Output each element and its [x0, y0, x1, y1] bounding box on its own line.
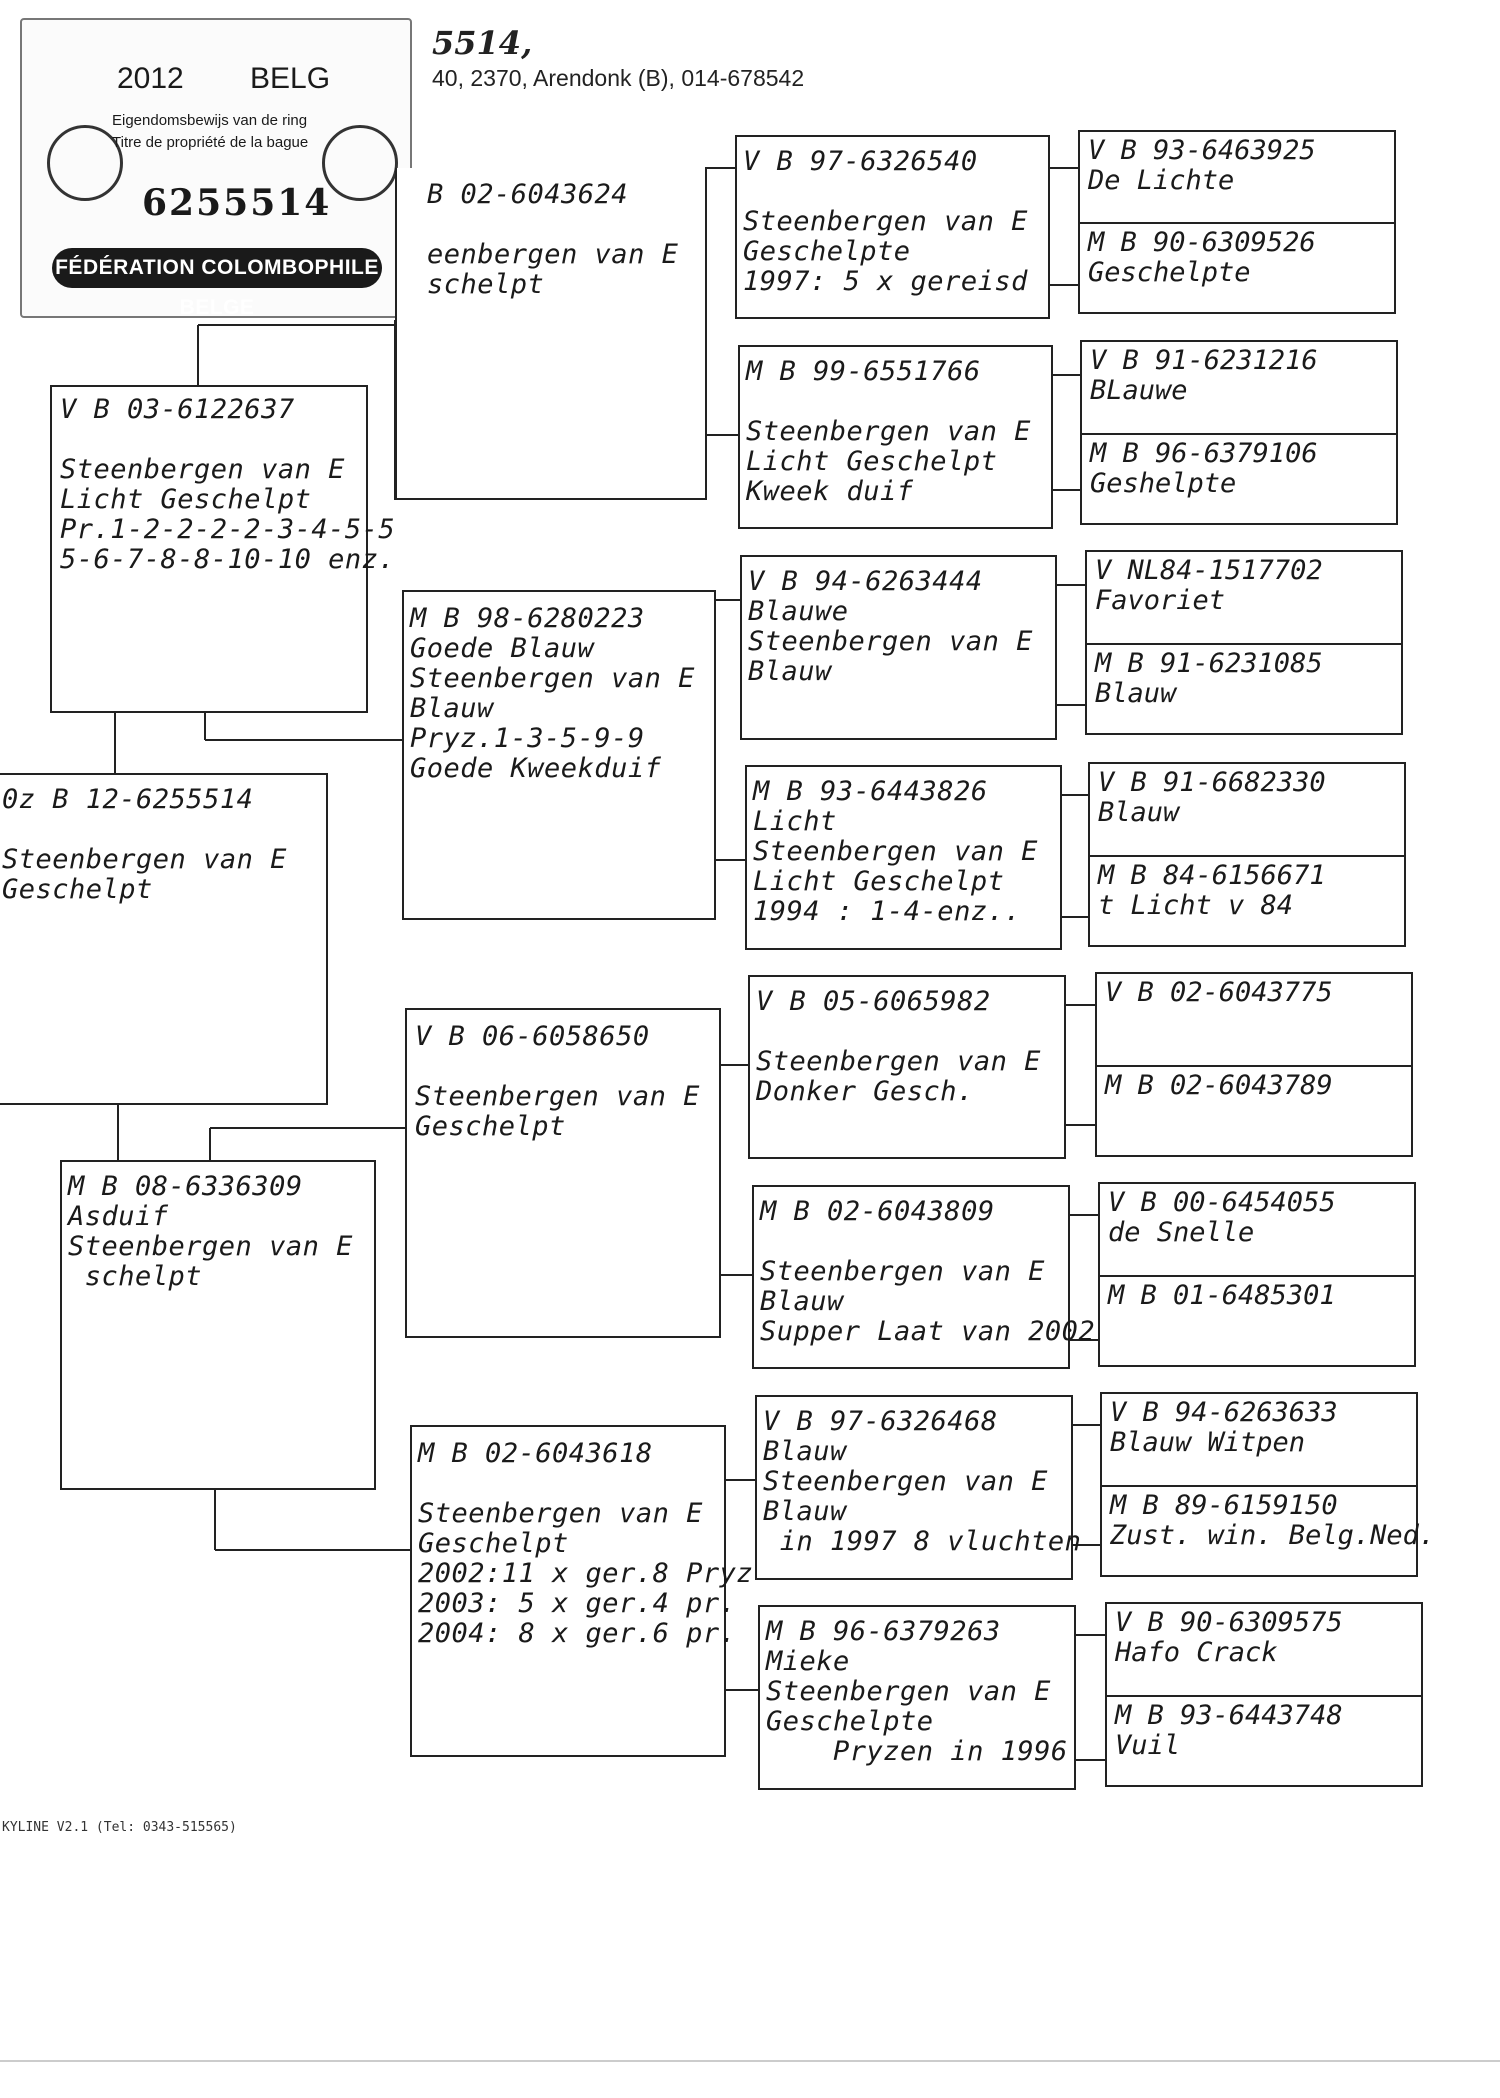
pedigree-text-line: V NL84-1517702 [1095, 555, 1323, 586]
pedigree-text-line: M B 96-6379263 [766, 1616, 1001, 1647]
pedigree-text-line: BLauwe [1090, 375, 1188, 406]
pedigree-text-line: Steenbergen van E [763, 1466, 1048, 1497]
pedigree-text-line: Kweek duif [746, 476, 914, 507]
ring-certificate [20, 18, 412, 318]
ancestor-pair-4 [1088, 762, 1406, 947]
pedigree-text-line: Vuil [1115, 1729, 1181, 1761]
pedigree-text-line: Steenbergen van E [415, 1081, 700, 1112]
pedigree-text-line [760, 1227, 1062, 1257]
ring-text-french: Titre de propriété de la bague [112, 134, 309, 151]
pedigree-text-line [427, 210, 675, 240]
pedigree-text-line: eenbergen van E [427, 239, 679, 270]
pedigree-text-line: V B 90-6309575 [1115, 1607, 1343, 1638]
ancestor-sire [1097, 974, 1411, 1067]
pedigree-text-line: V B 02-6043775 [1105, 977, 1333, 1008]
pedigree-text-line [746, 387, 1045, 417]
ring-number: 6255514 [142, 182, 332, 224]
pedigree-text-line: V B 00-6454055 [1108, 1187, 1336, 1218]
pedigree-text-line: V B 94-6263633 [1110, 1397, 1338, 1428]
crown-emblem-icon [322, 125, 398, 201]
ancestor-pair-2 [1080, 340, 1398, 525]
mother-box [60, 1160, 376, 1490]
ancestor-sire [1102, 1394, 1416, 1487]
great-grandparent-box-6 [752, 1185, 1096, 1369]
pedigree-text-line: Donker Gesch. [756, 1076, 974, 1107]
pedigree-text-line: schelpt [68, 1261, 203, 1292]
pedigree-text-line: M B 98-6280223 [410, 603, 645, 634]
pedigree-text-line: in 1997 8 vluchten [763, 1526, 1082, 1557]
pedigree-text-line: M B 99-6551766 [746, 356, 981, 387]
pedigree-text-line: Mieke [766, 1646, 850, 1677]
pedigree-text-line: Favoriet [1095, 585, 1226, 616]
pedigree-text-line: M B 02-6043789 [1105, 1069, 1333, 1101]
pedigree-text-line: Pryzen in 1996 [766, 1736, 1068, 1767]
pedigree-text-line: Goede Blauw [410, 633, 595, 664]
pedigree-text-line: Licht Geschelpt [746, 446, 998, 477]
ancestor-sire [1087, 552, 1401, 645]
pedigree-text-line: Asduif [68, 1201, 169, 1232]
pedigree-text-line [1105, 1008, 1403, 1038]
ancestor-pair-3 [1085, 550, 1403, 735]
ancestor-dam [1090, 857, 1404, 946]
pedigree-text-line: Pr.1-2-2-2-2-3-4-5-5 [60, 514, 396, 545]
pedigree-text-line: M B 08-6336309 [68, 1171, 303, 1202]
ancestor-sire [1100, 1184, 1414, 1277]
grandparent-box-3 [405, 1008, 721, 1338]
pedigree-text-line: M B 90-6309526 [1088, 227, 1316, 258]
ancestor-pair-8 [1105, 1602, 1423, 1787]
pedigree-text-line: Steenbergen van E [753, 836, 1038, 867]
pedigree-text-line: M B 84-6156671 [1098, 859, 1326, 891]
pedigree-text-line: M B 96-6379106 [1090, 437, 1318, 469]
pedigree-text-line: 2004: 8 x ger.6 pr. [418, 1618, 737, 1649]
pedigree-text-line: Steenbergen van E [418, 1498, 703, 1529]
ancestor-pair-1 [1078, 130, 1396, 314]
pigeon-box [0, 773, 328, 1105]
great-grandparent-box-3 [740, 555, 1057, 740]
pedigree-text-line: V B 05-6065982 [756, 986, 991, 1017]
pedigree-text-line: V B 06-6058650 [415, 1021, 650, 1052]
pedigree-text-line: V B 93-6463925 [1088, 135, 1316, 166]
pedigree-text-line: 2002:11 x ger.8 Pryz [418, 1558, 754, 1589]
pedigree-text-line: Steenbergen van E [756, 1046, 1041, 1077]
pedigree-text-line: Blauw Witpen [1110, 1427, 1306, 1458]
pedigree-text-line: Steenbergen van E [68, 1231, 353, 1262]
pedigree-text-line: M B 93-6443748 [1115, 1699, 1343, 1731]
ring-text-dutch: Eigendomsbewijs van de ring [112, 112, 308, 129]
pedigree-text-line: 1994 : 1-4-enz.. [753, 896, 1022, 927]
pedigree-text-line: Pryz.1-3-5-9-9 [410, 723, 645, 754]
pedigree-text-line: Geschelpt [418, 1528, 569, 1559]
pedigree-text-line: M B 91-6231085 [1095, 647, 1323, 679]
father-box [50, 385, 396, 713]
pedigree-text-line: 5-6-7-8-8-10-10 enz. [60, 544, 396, 575]
pedigree-text-line: Blauw [1098, 797, 1180, 828]
pedigree-text-line: Geshelpte [1090, 467, 1237, 499]
pedigree-text-line: Geschelpte [1088, 257, 1251, 288]
great-grandparent-box-4 [745, 765, 1062, 950]
pedigree-text-line [418, 1469, 718, 1499]
pedigree-text-line: Geschelpte [743, 236, 911, 267]
pedigree-text-line [1105, 1101, 1403, 1131]
ancestor-sire [1107, 1604, 1421, 1697]
pedigree-text-line: Blauw [410, 693, 494, 724]
pedigree-text-line: V B 91-6231216 [1090, 345, 1318, 376]
pedigree-text-line: Geschelpt [2, 874, 153, 905]
pedigree-text-line: V B 97-6326540 [743, 146, 978, 177]
ancestor-pair-7 [1100, 1392, 1436, 1577]
pedigree-text-line: 0z B 12-6255514 [2, 784, 254, 815]
pedigree-text-line [2, 815, 322, 845]
pedigree-text-line: Steenbergen van E [748, 626, 1033, 657]
pedigree-text-line: Licht [753, 806, 837, 837]
pedigree-text-line: M B 93-6443826 [753, 776, 988, 807]
pedigree-text-line: V B 91-6682330 [1098, 767, 1326, 798]
pedigree-text-line: Geschelpte [766, 1706, 934, 1737]
pedigree-text-line: Geschelpt [415, 1111, 566, 1142]
pedigree-text-line: De Lichte [1088, 165, 1235, 196]
pedigree-text-line: Steenbergen van E [766, 1676, 1051, 1707]
pedigree-text-line: Licht Geschelpt [753, 866, 1005, 897]
pedigree-text-line: M B 89-6159150 [1110, 1489, 1338, 1521]
ancestor-dam [1100, 1277, 1414, 1366]
pedigree-text-line: t Licht v 84 [1098, 889, 1294, 921]
ancestor-dam [1080, 224, 1394, 312]
pedigree-text-line [743, 177, 1042, 207]
pedigree-text-line [1108, 1311, 1406, 1341]
pedigree-text-line: Supper Laat van 2002 [760, 1316, 1096, 1347]
header-ring-fragment: 5514, [432, 24, 533, 62]
pedigree-text-line: Hafo Crack [1115, 1637, 1278, 1668]
pedigree-text-line: Steenbergen van E [410, 663, 695, 694]
pedigree-text-line: 2003: 5 x ger.4 pr. [418, 1588, 737, 1619]
pedigree-text-line: de Snelle [1108, 1217, 1255, 1248]
pedigree-text-line: Blauw [1095, 677, 1177, 709]
pedigree-text-line: Blauw [748, 656, 832, 687]
pedigree-text-line: M B 01-6485301 [1108, 1279, 1336, 1311]
ring-country: BELG [250, 62, 331, 95]
great-grandparent-box-2 [738, 345, 1053, 529]
pedigree-text-line [415, 1052, 711, 1082]
pedigree-text-line: Blauw [763, 1496, 847, 1527]
software-footer: KYLINE V2.1 (Tel: 0343-515565) [2, 1820, 237, 1835]
pedigree-text-line: M B 02-6043809 [760, 1196, 995, 1227]
grandparent-box-2 [402, 590, 716, 920]
pedigree-text-line: Zust. win. Belg.Ned. [1110, 1519, 1436, 1551]
great-grandparent-box-1 [735, 135, 1050, 319]
pedigree-text-line: Steenbergen van E [743, 206, 1028, 237]
ancestor-dam [1107, 1697, 1421, 1786]
pedigree-text-line: Blauw [763, 1436, 847, 1467]
ancestor-dam [1102, 1487, 1436, 1576]
ring-year: 2012 [117, 62, 184, 95]
pedigree-text-line: Blauwe [748, 596, 849, 627]
pedigree-text-line: V B 97-6326468 [763, 1406, 998, 1437]
pedigree-text-line: 1997: 5 x gereisd [743, 266, 1028, 297]
great-grandparent-box-7 [755, 1395, 1082, 1580]
pedigree-text-line: Goede Kweekduif [410, 753, 662, 784]
pedigree-text-line: Steenbergen van E [746, 416, 1031, 447]
ancestor-sire [1080, 132, 1394, 224]
pedigree-text-line: Licht Geschelpt [60, 484, 312, 515]
pedigree-text-line: Steenbergen van E [2, 844, 287, 875]
ancestor-dam [1087, 645, 1401, 734]
ancestor-pair-5 [1095, 972, 1413, 1157]
federation-banner: FÉDÉRATION COLOMBOPHILE BELGE [52, 248, 382, 288]
ancestor-sire [1082, 342, 1396, 435]
header-address: 40, 2370, Arendonk (B), 014-678542 [432, 65, 805, 91]
great-grandparent-box-8 [758, 1605, 1076, 1790]
pedigree-text-line: schelpt [427, 269, 545, 300]
ancestor-pair-6 [1098, 1182, 1416, 1367]
pedigree-text-line: Steenbergen van E [60, 454, 345, 485]
grandparent-box-4 [410, 1425, 754, 1757]
great-grandparent-box-5 [748, 975, 1066, 1159]
ancestor-dam [1082, 435, 1396, 524]
page-bottom-rule [0, 2060, 1500, 2062]
pedigree-text-line [756, 1017, 1058, 1047]
ancestor-dam [1097, 1067, 1411, 1156]
pedigree-text-line: M B 02-6043618 [418, 1438, 653, 1469]
ancestor-sire [1090, 764, 1404, 857]
pedigree-text-line: B 02-6043624 [427, 179, 629, 210]
pedigree-text-line: V B 03-6122637 [60, 394, 295, 425]
pedigree-text-line: V B 94-6263444 [748, 566, 983, 597]
pedigree-text-line: Blauw [760, 1286, 844, 1317]
grandparent-box-1 [395, 168, 707, 500]
pedigree-text-line: Steenbergen van E [760, 1256, 1045, 1287]
pedigree-text-line [60, 425, 358, 455]
